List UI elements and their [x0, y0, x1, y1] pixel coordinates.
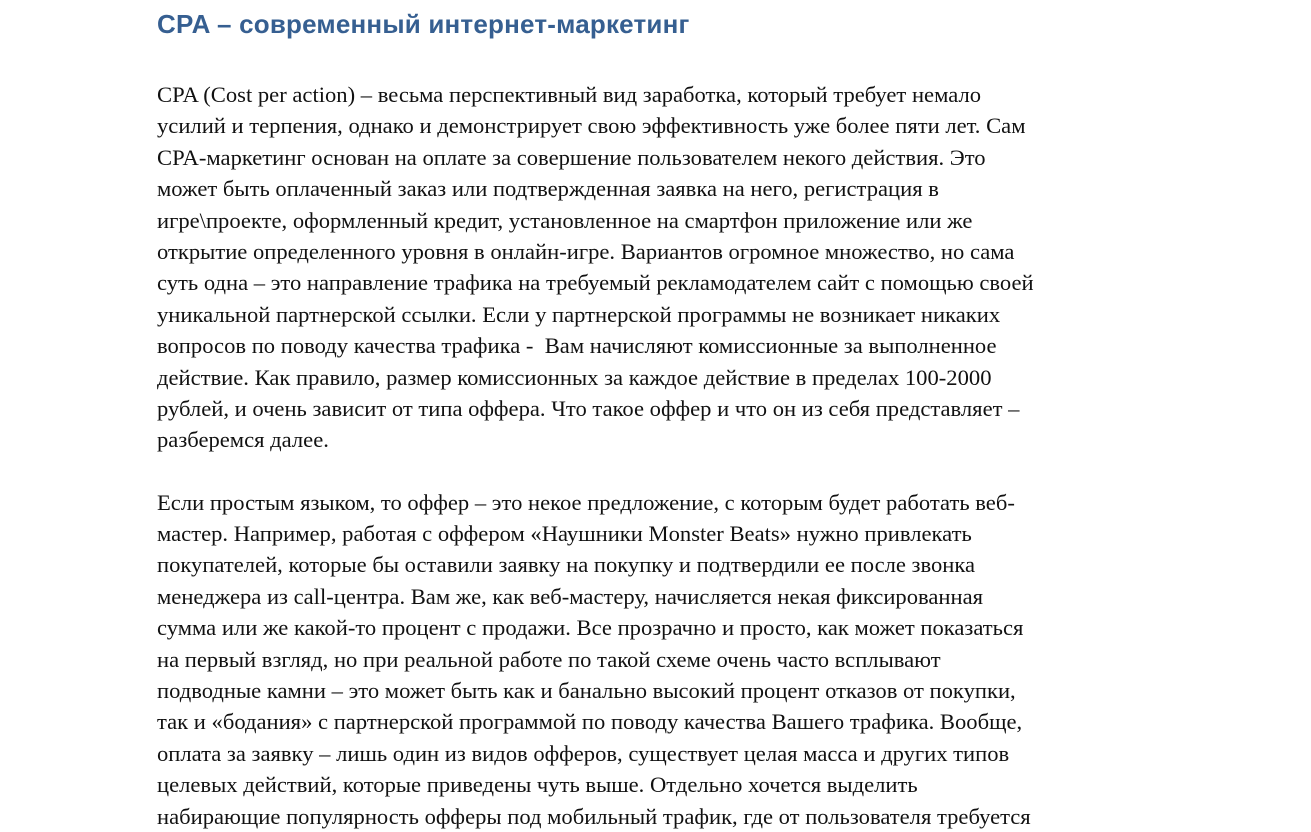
paragraph-line: CPA (Cost per action) – весьма перспективный вид заработка, который требует немало	[157, 82, 982, 107]
paragraph-line: игре\проекте, оформленный кредит, установленное на смартфон приложение или же	[157, 207, 973, 233]
paragraph-line: подводные камни – это может быть как и банально высокий процент отказов от покупки,	[157, 678, 1016, 704]
paragraph-line: действие. Как правило, размер комиссионных за каждое действие в пределах 100-2000	[157, 364, 992, 390]
paragraph-line: открытие определенного уровня в онлайн-игре. Вариантов огромное множество, но сама	[157, 238, 1015, 264]
paragraph-line: оплата за заявку – лишь один из видов офферов, существует целая масса и других типов	[157, 740, 1010, 766]
paragraph-2	[157, 487, 1237, 832]
paragraph-line: вопросов по поводу качества трафика - Вам начисляют комиссионные за выполненное	[157, 333, 997, 359]
paragraph-line: набирающие популярность офферы под мобильный трафик, где от пользователя требуется	[157, 803, 1031, 829]
paragraph-line: может быть оплаченный заказ или подтвержденная заявка на него, регистрация в	[157, 176, 939, 202]
paragraph-line: CPA-маркетинг основан на оплате за совершение пользователем некого действия. Это	[157, 144, 986, 170]
paragraph-line: усилий и терпения, однако и демонстрирует свою эффективность уже более пяти лет. Сам	[157, 113, 1026, 139]
paragraph-line: рублей, и очень зависит от типа оффера. Что такое оффер и что он из себя представляет –	[157, 395, 1020, 421]
paragraph-line: разберемся далее.	[157, 427, 329, 453]
paragraph-line: целевых действий, которые приведены чуть выше. Отдельно хочется выделить	[157, 772, 918, 798]
paragraph-line: Если простым языком, то оффер – это некое предложение, с которым будет работать веб-	[157, 489, 1015, 515]
paragraph-line: так и «бодания» с партнерской программой по поводу качества Вашего трафика. Вообще,	[157, 709, 1023, 735]
paragraph-line: мастер. Например, работая с оффером «Наушники Monster Beats» нужно привлекать	[157, 521, 972, 547]
paragraph-line: уникальной партнерской ссылки. Если у партнерской программы не возникает никаких	[157, 301, 1001, 327]
paragraph-line: покупателей, которые бы оставили заявку на покупку и подтвердили ее после звонка	[157, 552, 976, 578]
paragraph-line: на первый взгляд, но при реальной работе по такой схеме очень часто всплывают	[157, 646, 941, 672]
paragraph-line: сумма или же какой-то процент с продажи. Все прозрачно и просто, как может показаться	[157, 615, 1024, 641]
paragraph-1	[157, 79, 1237, 456]
paragraph-line: менеджера из call-центра. Вам же, как веб-мастеру, начисляется некая фиксированная	[157, 583, 984, 609]
document-title: CPA – современный интернет-маркетинг	[157, 9, 690, 39]
document-page	[157, 4, 1237, 832]
paragraph-line: суть одна – это направление трафика на требуемый рекламодателем сайт с помощью своей	[157, 270, 1034, 296]
